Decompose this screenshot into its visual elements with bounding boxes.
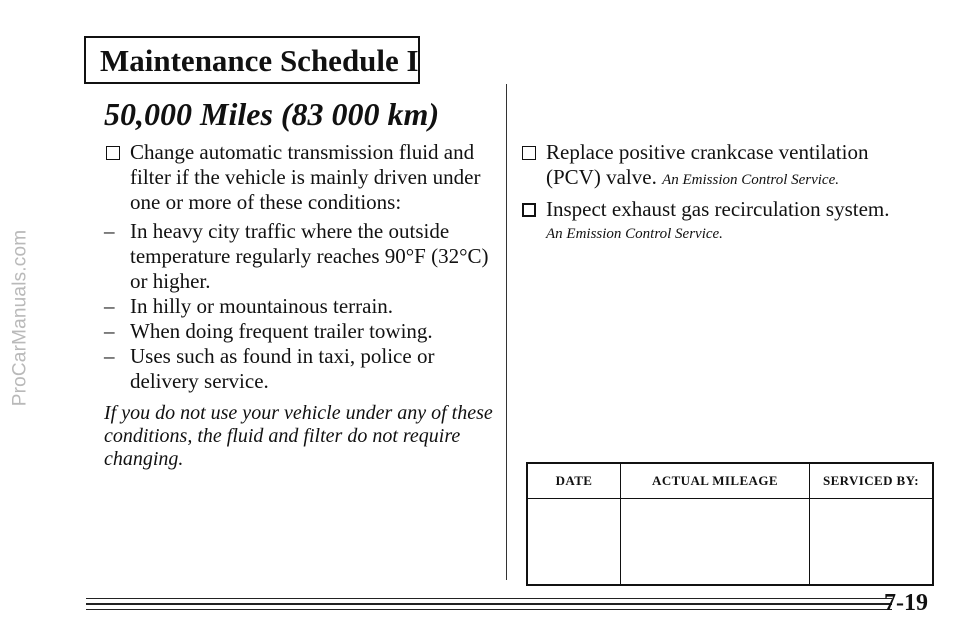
condition-text: When doing frequent trailer towing. bbox=[130, 319, 433, 343]
checklist-item-pcv bbox=[520, 140, 920, 193]
column-divider bbox=[506, 84, 507, 580]
condition-list bbox=[104, 219, 494, 394]
condition-note: If you do not use your vehicle under any of these conditions, the fluid and filter do not require changing. bbox=[104, 402, 493, 470]
left-column bbox=[104, 140, 494, 471]
condition-item bbox=[104, 344, 494, 394]
checklist-item-transmission bbox=[104, 140, 494, 215]
service-log-table bbox=[526, 462, 934, 586]
checkbox-icon bbox=[106, 146, 120, 160]
checkbox-icon bbox=[522, 146, 536, 160]
right-column bbox=[520, 140, 920, 244]
dash-icon: – bbox=[104, 344, 115, 368]
dash-icon: – bbox=[104, 294, 115, 318]
interval-heading: 50,000 Miles (83 000 km) bbox=[104, 96, 440, 132]
condition-item bbox=[104, 219, 494, 294]
condition-item bbox=[104, 319, 494, 344]
page-number: 7-19 bbox=[884, 590, 928, 616]
dash-icon: – bbox=[104, 319, 115, 343]
condition-text: In heavy city traffic where the outside temperature regularly reaches 90°F (32°C) or higher. bbox=[130, 219, 489, 293]
footer-rule bbox=[86, 603, 892, 605]
date-header: DATE bbox=[527, 463, 621, 499]
mileage-cell[interactable] bbox=[621, 499, 810, 586]
checklist-item-text: Change automatic transmission fluid and filter if the vehicle is mainly driven under one or more of these conditions: bbox=[130, 140, 481, 214]
table-row bbox=[527, 499, 933, 586]
checklist-item-text: Replace positive crankcase ventilation (PCV) valve. bbox=[546, 140, 869, 189]
serviced-by-header: SERVICED BY: bbox=[809, 463, 933, 499]
checkbox-icon bbox=[522, 203, 536, 217]
footer-rule bbox=[86, 598, 892, 599]
dash-icon: – bbox=[104, 219, 115, 243]
serviced-by-cell[interactable] bbox=[809, 499, 933, 586]
watermark bbox=[2, 0, 38, 636]
checklist-item-egr bbox=[520, 197, 920, 222]
section-title: Maintenance Schedule I bbox=[100, 43, 419, 78]
checklist-item-text: Inspect exhaust gas recirculation system. bbox=[546, 197, 890, 221]
condition-text: In hilly or mountainous terrain. bbox=[130, 294, 394, 318]
date-cell[interactable] bbox=[527, 499, 621, 586]
condition-item bbox=[104, 294, 494, 319]
table-header-row bbox=[527, 463, 933, 499]
emission-note: An Emission Control Service. bbox=[662, 172, 840, 188]
emission-note: An Emission Control Service. bbox=[546, 226, 723, 242]
mileage-header: ACTUAL MILEAGE bbox=[621, 463, 810, 499]
condition-text: Uses such as found in taxi, police or delivery service. bbox=[130, 344, 435, 393]
section-title-box bbox=[84, 36, 420, 84]
footer-rule bbox=[86, 609, 892, 610]
watermark-text: ProCarManuals.com bbox=[9, 229, 31, 407]
